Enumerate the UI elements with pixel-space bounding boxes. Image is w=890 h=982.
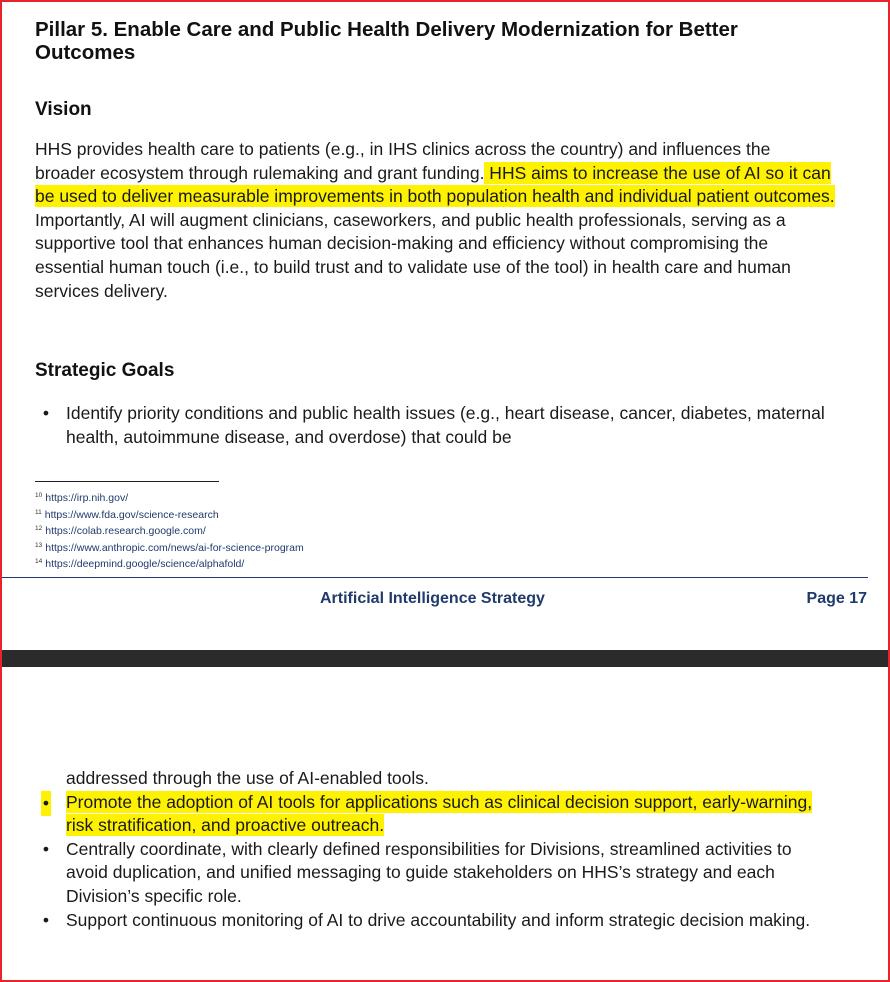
document-page-18 (0, 667, 890, 982)
bullet-icon: • (42, 909, 50, 930)
footnote-link[interactable]: https://deepmind.google/science/alphafold/ (45, 558, 245, 570)
footnote-item: $^{13}$ https://www.anthropic.com/news/ai-for-science-program (35, 541, 304, 554)
list-item (35, 909, 835, 933)
footnote-link[interactable]: https://www.anthropic.com/news/ai-for-science-program (45, 541, 304, 554)
vision-text-before: HHS provides health care to patients (e.g., in IHS clinics across the country) and influences the broader ecosystem through rulemaking and grant funding. (35, 139, 771, 183)
footnote-item: $^{12}$ https://colab.research.google.com/ (35, 525, 206, 537)
footer-document-title: Artificial Intelligence Strategy (320, 590, 545, 607)
list-item (35, 838, 835, 909)
goal-1-continuation: addressed through the use of AI-enabled tools. (66, 768, 429, 788)
strategic-goals-heading: Strategic Goals (35, 360, 175, 381)
footnotes (35, 489, 304, 572)
goal-continuous-monitoring: Support continuous monitoring of AI to drive accountability and inform strategic decision making. (66, 909, 811, 930)
footnote-item: $^{14}$ https://deepmind.google/science/alphafold/ (35, 558, 245, 570)
pillar-title: Pillar 5. Enable Care and Public Health Delivery Modernization for Better Outcomes (35, 18, 738, 64)
footnote-link[interactable]: https://www.fda.gov/science-research (44, 508, 219, 521)
list-item (35, 791, 835, 838)
footer-page-number: Page 17 (806, 590, 867, 607)
footnote-link[interactable]: https://colab.research.google.com/ (45, 525, 206, 537)
strategic-goals-list (35, 402, 835, 449)
strategic-goals-list-continued (35, 767, 835, 932)
bullet-icon: • (42, 838, 50, 859)
list-item (35, 402, 835, 449)
vision-paragraph (35, 138, 835, 303)
vision-highlighted-text: HHS aims to increase the use of AI so it can be used to deliver measurable improvements in both population health and individual patient outcomes. (35, 162, 835, 207)
vision-text-after: Importantly, AI will augment clinicians, caseworkers, and public health professionals, serving as a supportive tool that enhances human decision-making and efficiency without compromising the essential human touch (i.e., to build trust and to validate use of the tool) in health care and human services delivery. (35, 209, 791, 301)
goal-promote-adoption-highlighted: Promote the adoption of AI tools for applications such as clinical decision support, early-warning, risk stratification, and proactive outreach. (66, 791, 813, 836)
footnote-divider (35, 481, 219, 482)
footnote-item: $^{11}$ https://www.fda.gov/science-research (35, 508, 219, 521)
vision-heading: Vision (35, 99, 92, 120)
goal-centrally-coordinate: Centrally coordinate, with clearly defined responsibilities for Divisions, streamlined activities to avoid duplication, and unified messaging to guide stakeholders on HHS’s strategy and each Division’s specific role. (66, 838, 792, 906)
footer-divider (2, 577, 868, 578)
footnote-link[interactable]: https://irp.nih.gov/ (45, 492, 129, 504)
page-separator (0, 650, 890, 667)
goal-1-text-start: Identify priority conditions and public health issues (e.g., heart disease, cancer, diabetes, maternal health, autoimmune disease, and overdose) that could be (66, 403, 825, 447)
bullet-icon: • (41, 791, 51, 817)
bullet-icon: • (42, 403, 50, 423)
footnote-item: $^{10}$ https://irp.nih.gov/ (35, 492, 129, 504)
